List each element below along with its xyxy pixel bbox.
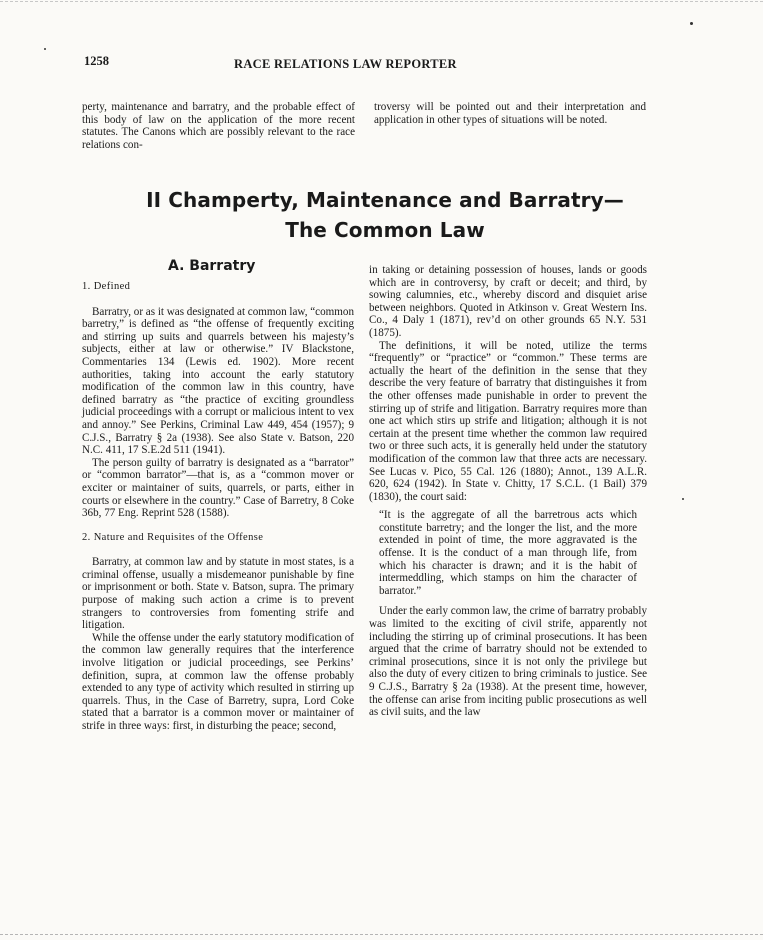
section-heading-a: A. Barratry [168, 258, 256, 274]
paragraph: in taking or detaining possession of houses, lands or goods which are in controversy, by craft or deceit; and third, by sowing calumnies, etc., whereby discord and disquiet arise between neighbors. Quoted in Atkinson v. Great Western Ins. Co., 4 Daly 1 (1871), rev’d on other grounds 65 N.Y. 531 (1875). [369, 264, 647, 339]
page-number: 1258 [84, 54, 109, 68]
main-right-column [369, 264, 647, 719]
chapter-title [100, 185, 670, 245]
chapter-title-line-2: The Common Law [285, 218, 485, 242]
scan-speck [44, 48, 46, 50]
scan-speck [682, 498, 684, 500]
continued-paragraph-right: troversy will be pointed out and their interpretation and application in other types of situations will be noted. [374, 101, 646, 126]
top-edge-line [0, 1, 763, 2]
paragraph: The person guilty of barratry is designated as a “barrator” or “common barrator”—that is, as a “common mover or exciter or maintainer of suits, quarrels, or parts, either in courts or elsewhere in the country.” Case of Barretry, 8 Coke 36b, 77 Eng. Reprint 528 (1588). [82, 456, 354, 520]
chapter-title-line-1: II Champerty, Maintenance and Barratry— [146, 188, 624, 212]
paragraph: Barratry, or as it was designated at common law, “common barretry,” is defined as “the offense of frequently exciting and stirring up suits and quarrels between his majesty’s subjects, either at law or otherwise.” IV Blackstone, Commentaries 134 (Lewis ed. 1902). More recent authorities, taking into account the early statutory modification of the common law in this country, have defined barratry as “the practice of exciting groundless judicial proceedings with a corrupt or malicious intent to vex and annoy.” See Perkins, Criminal Law 449, 454 (1957); 9 C.J.S., Barratry § 2a (1938). See also State v. Batson, 220 N.C. 411, 17 S.E.2d 511 (1941). [82, 305, 354, 457]
paragraph: The definitions, it will be noted, utilize the terms “frequently” or “practice” or “common.” These terms are actually the heart of the definition in the sense that they describe the very feature of barratry that distinguishes it from the other offenses made punishable in order to prevent the stirring up of strife and litigation. Barratry requires more than one act which stirs up strife and litigation; although it is not certain at the present time whether the common law required two or three such acts, it is generally held under the statutory modification of the common law that three acts are necessary. See Lucas v. Pico, 55 Cal. 126 (1880); Annot., 139 A.L.R. 620, 624 (1942). In State v. Chitty, 17 S.C.L. (1 Bail) 379 (1830), the court said: [369, 339, 647, 503]
main-left-column [82, 281, 354, 733]
running-head: RACE RELATIONS LAW REPORTER [234, 57, 457, 71]
paragraph: Barratry, at common law and by statute in most states, is a criminal offense, usually a misdemeanor punishable by fine or imprisonment or both. State v. Batson, supra. The primary purpose of making such action a crime is to prevent strangers to controversies from fomenting strife and litigation. [82, 556, 354, 632]
top-left-column [82, 101, 355, 151]
scan-speck [690, 22, 693, 25]
bottom-edge-line [0, 934, 763, 935]
subheading-nature: 2. Nature and Requisites of the Offense [82, 531, 264, 543]
subheading-defined: 1. Defined [82, 281, 131, 292]
block-quote: “It is the aggregate of all the barretrous acts which constitute barretry; and the longer the list, and the more extended in point of time, the more aggravated is the offense. It is the conduct of a man through life, from which his character is drawn; and it is the habit of intermeddling, which stamps on him the character of barrator.” [379, 509, 637, 597]
top-right-column [374, 101, 646, 126]
continued-paragraph: perty, maintenance and barratry, and the probable effect of this body of law on the application of the more recent statutes. The Canons which are possibly relevant to the race relations con- [82, 101, 355, 151]
paragraph: While the offense under the early statutory modification of the common law generally requires that the interference involve litigation or judicial proceedings, see Perkins’ definition, supra, at common law the offense probably extended to any type of activity which resulted in stirring up quarrels. Thus, in the Case of Barretry, supra, Lord Coke stated that a barrator is a common mover or maintainer of strife in three ways: first, in disturbing the peace; second, [82, 631, 354, 732]
paragraph: Under the early common law, the crime of barratry probably was limited to the exciting of civil strife, apparently not including the stirring up of criminal prosecutions. It has been argued that the crime of barratry should not be extended to criminal prosecutions, since it is not only the privilege but also the duty of every citizen to bring criminals to justice. See 9 C.J.S., Barratry § 2a (1938). At the present time, however, the offense can arise from inciting public prosecutions as well as civil suits, and the law [369, 605, 647, 719]
